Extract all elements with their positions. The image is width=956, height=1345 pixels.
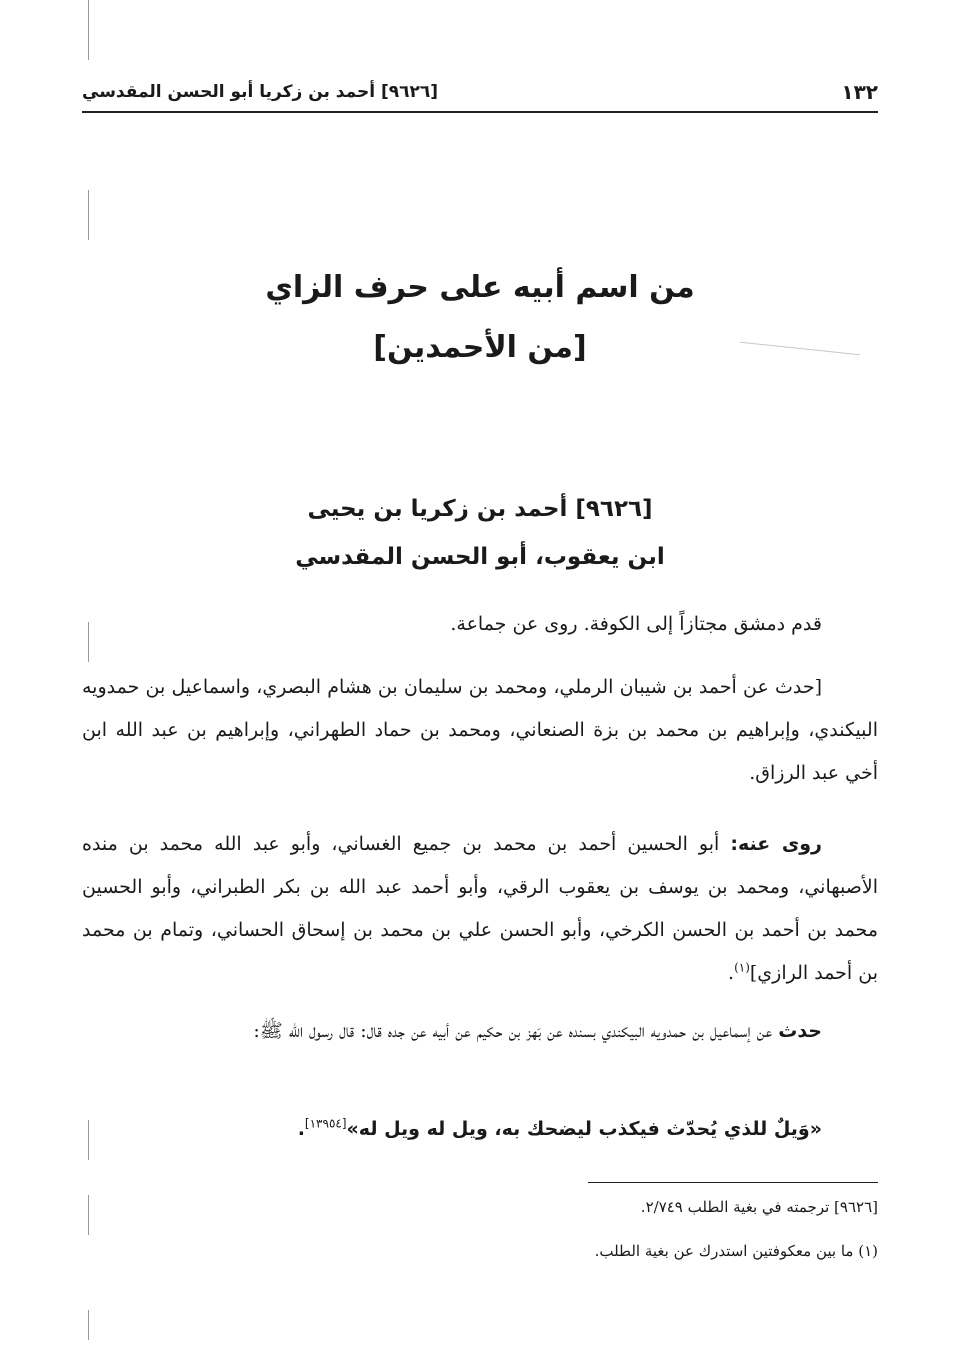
hadith-chain-lead: حدث — [778, 1020, 822, 1042]
page-header — [82, 72, 878, 112]
footnote-biography: [٩٦٢٦] ترجمته في بغية الطلب ٢/٧٤٩. — [640, 1198, 878, 1216]
paragraph-arrival: قدم دمشق مجتازاً إلى الكوفة. روى عن جماعة. — [450, 613, 822, 635]
section-subtitle: [من الأحمدين] — [373, 330, 587, 365]
header-rule — [82, 111, 878, 113]
narrators-lead: روى عنه: — [730, 833, 822, 855]
narrators-text: أبو الحسين أحمد بن محمد بن جميع الغساني، وأبو عبد الله محمد بن منده الأصبهاني، ومحمد بن يوسف بن يعقوب الرقي، وأبو أحمد عبد الله بن بكر الطبراني، وأبو الحسين محمد بن أحمد بن الحسن الكرخي، وأبو الحسن علي بن محمد بن إسحاق الحساني، وتمام بن محمد بن أحمد الرازي] — [82, 833, 878, 984]
footnote-1: (١) ما بين معكوفتين استدرك عن بغية الطلب. — [594, 1242, 878, 1260]
paragraph-narrated-from: [حدث عن أحمد بن شيبان الرملي، ومحمد بن سليمان بن هشام البصري، واسماعيل بن حمدويه البيكندي، وإبراهيم بن محمد بن بزة الصنعاني، ومحمد بن حماد الطهراني، وإبراهيم بن عبد الله ابن أخي عبد الرزاق. — [82, 676, 878, 784]
running-title: [٩٦٢٦] أحمد بن زكريا أبو الحسن المقدسي — [82, 82, 439, 102]
scan-artifact-line — [88, 190, 89, 240]
paragraph-hadith-chain — [82, 1010, 878, 1053]
paragraph-narrators — [82, 823, 878, 995]
narrators-end: . — [728, 962, 735, 984]
paragraph-hadith-text — [82, 1108, 878, 1151]
page-number: ١٣٢ — [841, 80, 878, 104]
scan-artifact-line — [88, 1310, 89, 1340]
entry-title-continued: ابن يعقوب، أبو الحسن المقدسي — [295, 544, 665, 570]
section-title: من اسم أبيه على حرف الزاي — [265, 270, 695, 305]
hadith-number-ref: [١٣٩٥٤] — [304, 1116, 347, 1131]
hadith-end: . — [297, 1118, 305, 1140]
footnote-ref-1: (١) — [734, 960, 750, 975]
entry-title: [٩٦٢٦] أحمد بن زكريا بن يحيى — [307, 496, 653, 522]
scan-artifact-line — [88, 0, 89, 60]
footnote-rule — [588, 1182, 878, 1183]
hadith-chain-text: عن إسماعيل بن حمدويه البيكندي بسنده عن بَهز بن حكيم عن أبيه عن جده قال: قال رسول الله ﷺ: — [253, 1020, 779, 1042]
hadith-text: «وَيلٌ للذي يُحدّث فيكذب ليضحك به، ويل له ويل له» — [346, 1118, 822, 1140]
